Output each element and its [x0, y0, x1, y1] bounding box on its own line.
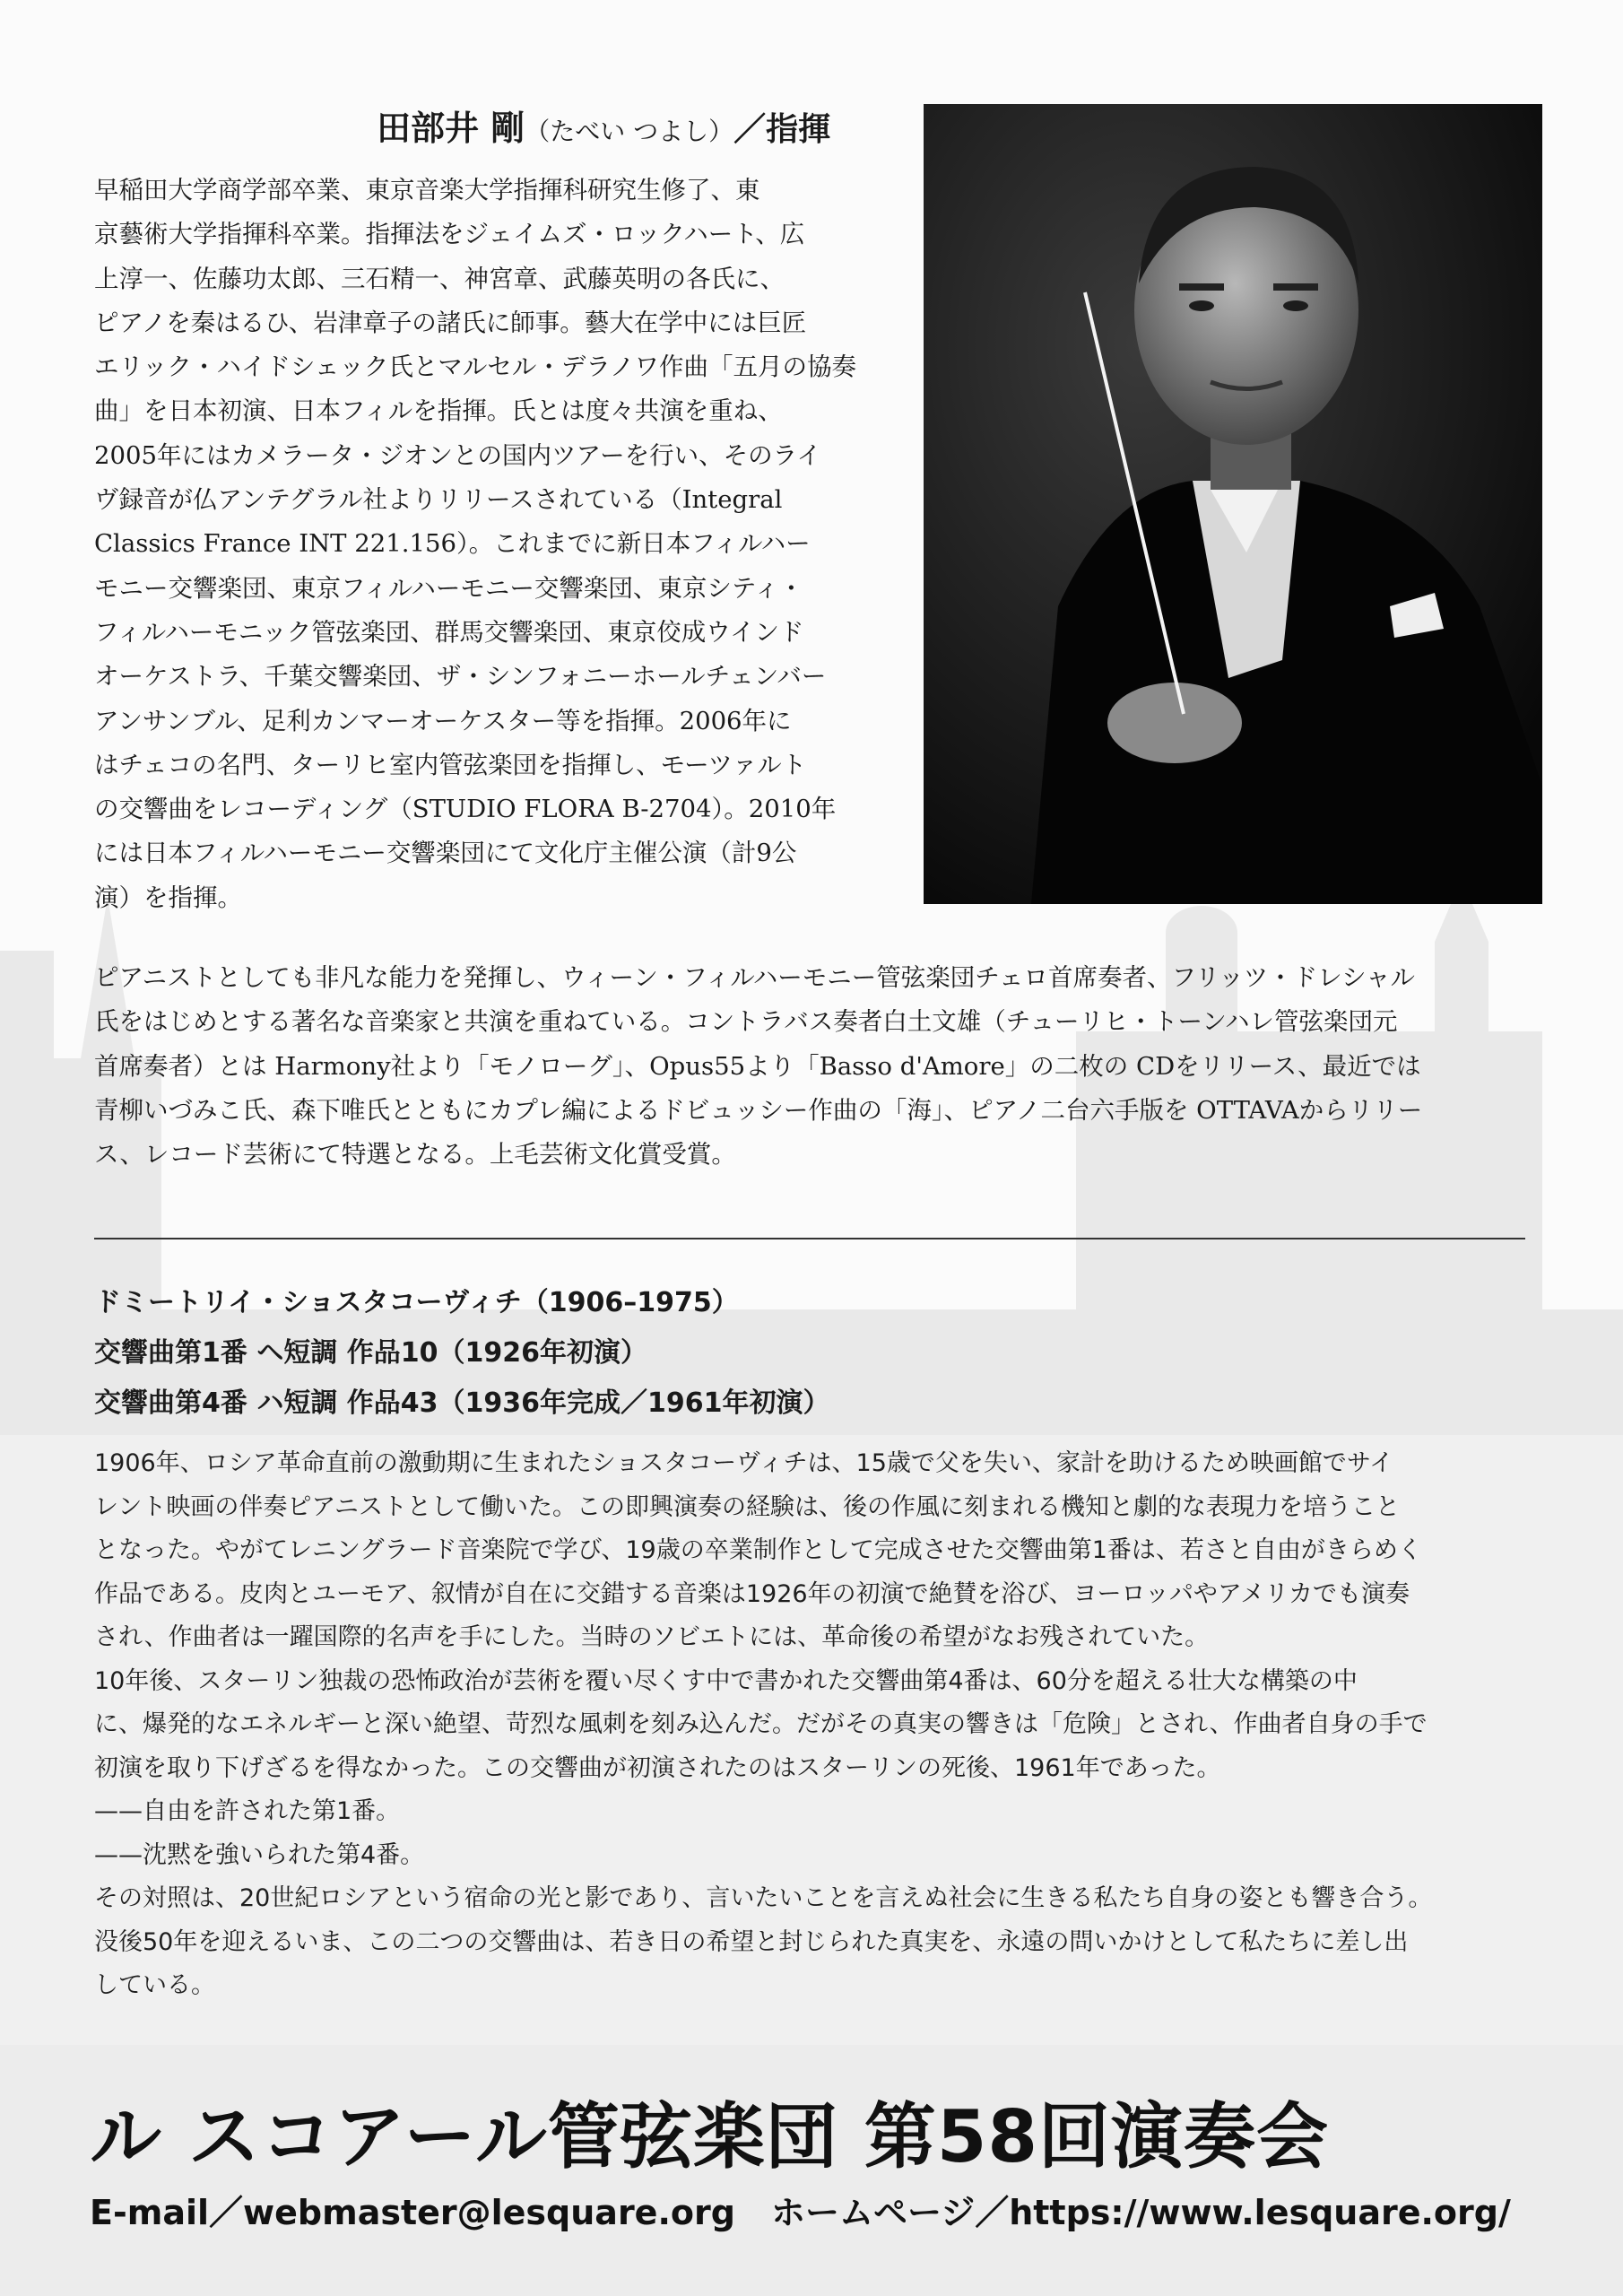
conductor-role: ／指揮 [733, 111, 831, 148]
bio-line: 曲」を日本初演、日本フィルを指揮。氏とは度々共演を重ね、 [94, 396, 783, 426]
bio-line: フィルハーモニック管弦楽団、群馬交響楽団、東京佼成ウインド [94, 617, 804, 647]
essay-line: 1906年、ロシア革命直前の激動期に生まれたショスタコーヴィチは、15歳で父を失い、家計を助けるため映画館でサイ [94, 1449, 1394, 1477]
bio-line: ス、レコード芸術にて特選となる。上毛芸術文化賞受賞。 [94, 1140, 736, 1170]
section-divider [94, 1238, 1525, 1239]
essay-line: ——自由を許された第1番。 [94, 1797, 401, 1825]
bio-line: ピアノを秦はるひ、岩津章子の諸氏に師事。藝大在学中には巨匠 [94, 308, 807, 337]
bio-line: 氏をはじめとする著名な音楽家と共演を重ねている。コントラバス奏者白土文雄（チューリヒ・トーンハレ管弦楽団元 [94, 1007, 1398, 1037]
bio-line: ピアニストとしても非凡な能力を発揮し、ウィーン・フィルハーモニー管弦楽団チェロ首席奏者、フリッツ・ドレシャル [94, 963, 1416, 992]
conductor-portrait-illustration [924, 104, 1542, 904]
bio-line: 早稲田大学商学部卒業、東京音楽大学指揮科研究生修了、東 [94, 176, 760, 204]
essay-line: 没後50年を迎えるいま、この二つの交響曲は、若き日の希望と封じられた真実を、永遠の問いかけとして私たちに差し出 [94, 1927, 1409, 1956]
conductor-heading [377, 100, 906, 150]
program-listing [94, 1278, 1529, 1429]
composer-name: ドミートリイ・ショスタコーヴィチ（1906–1975） [94, 1287, 739, 1318]
conductor-name: 田部井 剛 [377, 109, 525, 148]
essay-line: ——沈黙を強いられた第4番。 [94, 1840, 425, 1869]
essay-line: 10年後、スターリン独裁の恐怖政治が芸術を覆い尽くす中で書かれた交響曲第4番は、60分を超える壮大な構築の中 [94, 1666, 1358, 1695]
essay-line: 初演を取り下げざるを得なかった。この交響曲が初演されたのはスターリンの死後、1961年であった。 [94, 1753, 1221, 1782]
bio-line: 京藝術大学指揮科卒業。指揮法をジェイムズ・ロックハート、広 [94, 220, 805, 249]
program-work-2: 交響曲第4番 ハ短調 作品43（1936年完成／1961年初演） [94, 1387, 830, 1419]
bio-line: アンサンブル、足利カンマーオーケスター等を指揮。2006年に [94, 706, 792, 735]
essay-line: その対照は、20世紀ロシアという宿命の光と影であり、言いたいことを言えぬ社会に生きる私たち自身の姿とも響き合う。 [94, 1884, 1433, 1912]
essay-line: している。 [94, 1971, 215, 1999]
bio-line: はチェコの名門、ターリヒ室内管弦楽団を指揮し、モーツァルト [94, 750, 807, 779]
essay-line: レント映画の伴奏ピアニストとして働いた。この即興演奏の経験は、後の作風に刻まれる機知と劇的な表現力を培うこと [94, 1492, 1400, 1521]
essay-line: となった。やがてレニングラード音楽院で学び、19歳の卒業制作として完成させた交響曲第1番は、若さと自由がきらめく [94, 1536, 1422, 1564]
homepage-link[interactable]: ホームページ／https://www.lesquare.org/ [770, 2193, 1511, 2232]
bio-line: ヴ録音が仏アンテグラル社よりリリースされている（Integral [94, 485, 783, 515]
conductor-name-reading: （たべい つよし） [525, 117, 734, 146]
bio-line: モニー交響楽団、東京フィルハーモニー交響楽団、東京シティ・ [94, 573, 804, 603]
bio-line: 青柳いづみこ氏、森下唯氏とともにカプレ編によるドビュッシー作曲の「海」、ピアノ二台六手版を OTTAVAからリリー [94, 1095, 1423, 1125]
bio-line: 2005年にはカメラータ・ジオンとの国内ツアーを行い、そのライ [94, 440, 821, 470]
conductor-biography-continued [94, 956, 1542, 1177]
email-link[interactable]: E-mail／webmaster@lesquare.org [90, 2193, 735, 2232]
concert-title: ル スコアール管弦楽団 第58回演奏会 [90, 2095, 1330, 2179]
program-work-1: 交響曲第1番 ヘ短調 作品10（1926年初演） [94, 1337, 648, 1369]
conductor-biography [94, 169, 906, 920]
bio-line: 上淳一、佐藤功太郎、三石精一、神宮章、武藤英明の各氏に、 [94, 264, 785, 293]
bio-line: オーケストラ、千葉交響楽団、ザ・シンフォニーホールチェンバー [94, 662, 827, 691]
bio-line: 首席奏者）とは Harmony社より「モノローグ」、Opus55より「Basso d'Amore」の二枚の CDをリリース、最近では [94, 1051, 1421, 1081]
bio-line: Classics France INT 221.156）。これまでに新日本フィルハー [94, 529, 811, 559]
bio-line: エリック・ハイドシェック氏とマルセル・デラノワ作曲「五月の協奏 [94, 352, 857, 382]
conductor-photo [924, 104, 1542, 904]
bio-line: 演）を指揮。 [94, 883, 242, 912]
contact-line [90, 2185, 1542, 2234]
program-notes [94, 1442, 1542, 2008]
essay-line: に、爆発的なエネルギーと深い絶望、苛烈な風刺を刻み込んだ。だがその真実の響きは「危険」とされ、作曲者自身の手で [94, 1710, 1428, 1738]
bio-line: には日本フィルハーモニー交響楽団にて文化庁主催公演（計9公 [94, 839, 797, 868]
bio-line: の交響曲をレコーディング（STUDIO FLORA B-2704）。2010年 [94, 795, 837, 824]
essay-line: 作品である。皮肉とユーモア、叙情が自在に交錯する音楽は1926年の初演で絶賛を浴び、ヨーロッパやアメリカでも演奏 [94, 1579, 1410, 1608]
essay-line: され、作曲者は一躍国際的名声を手にした。当時のソビエトには、革命後の希望がなお残されていた。 [94, 1623, 1210, 1651]
